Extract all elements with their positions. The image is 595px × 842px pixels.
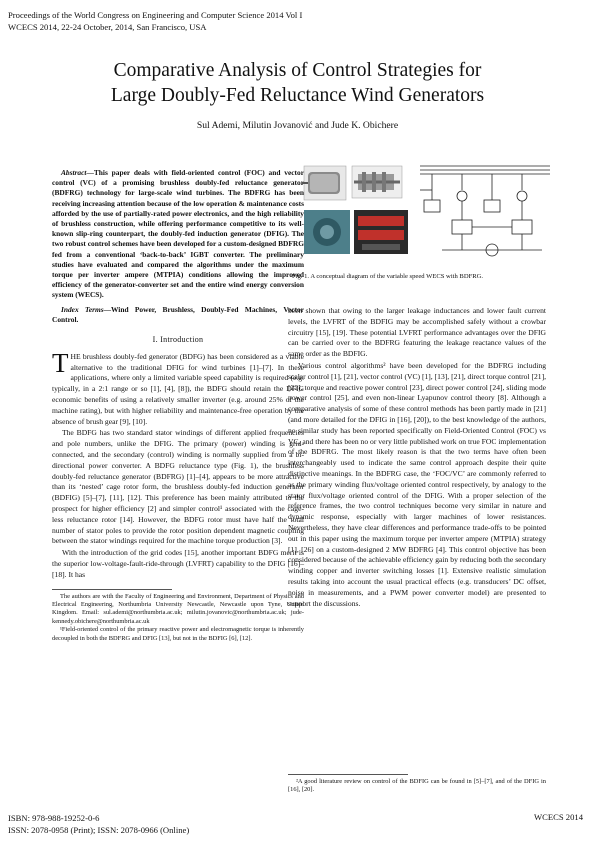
wecs-diagram [302, 160, 552, 265]
section-heading-introduction: I. Introduction [152, 335, 204, 345]
affiliation-footnote: The authors are with the Faculty of Engineering and Environment, Department of Physics and Electrical Engineering, Northumbria University Newcastle, Newcastle upon Tyne, United Kingdom. Email: sul.ademi@northumbria.ac.uk; milutin.jovanovic@northumbria.ac.uk; jude-kennedy.obichere@northumbria.ac.uk [52, 592, 304, 625]
footer-issn: ISSN: 2078-0958 (Print); ISSN: 2078-0966 (Online) [8, 825, 190, 835]
title-line-2: Large Doubly-Fed Reluctance Wind Generators [110, 85, 485, 106]
title-line-1: Comparative Analysis of Control Strategies for [113, 60, 482, 81]
abstract-text: —This paper deals with field-oriented control (FOC) and vector control (VC) of a promising brushless doubly-fed reluctance generator (BDFRG) technology for large-scale wind turbines. The BDFRG has been receiving increasing attention because of the low operation & maintenance costs afforded by the use of partially-rated power electronics, and the high reliability of brushless construction, while offering performance competitive to its well-known slip-ring counterpart, the doubly-fed induction generator (DFIG). The two robust control schemes have been developed for a custom-designed BDFRG fed from a conventional ‘back-to-back’ IGBT converter. The preliminary studies have evaluated and compared the algorithms under the maximum torque per inverter ampere (MTPIA) conditions allowing the improved efficiency of the generator-converter set and the entire wind energy conversion system (WECS). [52, 168, 304, 300]
intro-paragraph-1 [52, 347, 304, 428]
paper-title [0, 58, 595, 108]
right-column [288, 306, 546, 610]
right-footnotes [288, 766, 546, 795]
footer-isbn: ISBN: 978-988-19252-0-6 [8, 813, 100, 823]
header-line-1: Proceedings of the World Congress on Engineering and Computer Science 2014 Vol I [8, 10, 303, 20]
intro-paragraph-5: Various control algorithms² have been developed for the BDFRG including scalar control [1], [21], vector control (VC) [1], [13], [21], direct torque control [21], [22], torque and reactive power control [23], direct power control [24], sliding mode power control [25], and even non-linear Lyapunov control theory [8]. Although a comparative analysis of some of these control methods has been partly made in [21] (and more detailed for the DFIG in [16], [20]), to the best knowledge of the authors, no similar study has been reported specifically on Field-Oriented Control (FOC) vs VC, and there has been no or very little published work on true FOC implementation of the BDFRG. The most likely reason is that the two terms have often been interchangeably used to indicate the same control approach despite their quite distinctive meanings. In the BDFRG case, the ‘FOC/VC’ are commonly referred to as the primary winding flux/voltage oriented control respectively, by analogy to the stator flux/voltage oriented control of the DFIG. With a proper selection of the reference frames, the two control techniques become very similar in nature and dynamic response, especially with larger machines of lower resistances. Nevertheless, they have clear differences and performance trade-offs to be pointed out in this paper using the maximum torque per inverter ampere (MTPIA) strategy [1], [26] on a custom-designed 2 MW BDFRG [4]. This control objective has been considered because of the achievable efficiency gain by reducing both the secondary winding copper and inverter switching losses [1]. Extensive realistic simulation results taking into account the usual practical effects (e.g. transducers’ DC offset, noise in measurements, and a PWM power converter model) are presented to support the discussions. [288, 360, 546, 608]
abstract [52, 168, 304, 301]
intro-paragraph-4: been shown that owing to the larger leakage inductances and lower fault current levels, the LVFRT of the BDFIG may be accomplished safely without a crowbar circuitry [15], [19]. These potential LVFRT performance advantages over the DFIG can be carried over to the BDFRG featuring the leakage reactance values of the same order as the BDFIG. [288, 306, 546, 359]
proceedings-header [8, 9, 302, 33]
power-converter [354, 210, 408, 254]
author-list: Sul Ademi, Milutin Jovanović and Jude K. Obichere [196, 120, 399, 131]
left-column [52, 168, 304, 643]
bdfrg-machine [304, 210, 350, 254]
wecs-figure [302, 160, 552, 265]
index-terms-label: Index Terms [61, 304, 104, 314]
header-line-2: WCECS 2014, 22-24 October, 2014, San Francisco, USA [8, 22, 207, 32]
intro-paragraph-2: The BDFG has two standard stator windings of different applied frequencies and pole numbers, unlike the DFIG. The primary (power) winding is grid-connected, and the secondary (control) winding is normally supplied from a bi-directional power converter. A BDFG reluctance type (Fig. 1), the brushless doubly-fed reluctance generator (BDFRG) [1]–[4], appears to be more attractive than its ‘nested’ cage rotor form, the brushless doubly-fed induction generator (BDFIG) [5]–[7], [11], [12]. This preference has been mainly attributed to the prospect for higher efficiency [2] and simpler control¹ associated with the cage-less reluctance rotor [14]. However, the BDFG rotor must have half the total number of stator poles to provide the rotor position dependent magnetic coupling between the stator windings required for the machine torque production [3]. [52, 428, 304, 546]
index-terms-text: —Wind Power, Brushless, Doubly-Fed Machines, Vector Control. [52, 304, 305, 324]
intro-paragraph-1-text: HE brushless doubly-fed generator (BDFG) has been considered as a viable alternative to the traditional DFIG for wind turbines [1]–[7]. In these applications, where only a limited variable speed capability is required (e.g. typically, in a 2:1 range or so [1], [4], [8]), the BDFG should retain the DFIG economic benefits of using a relatively smaller inverter (e.g. around 25% of the machine rating), but with higher reliability and maintenance-free operation by the absence of brush gear [9], [10]. [52, 351, 304, 426]
footnote-2: ²A good literature review on control of the BDFIG can be found in [5]–[7], and of the DFIG in [16], [20]. [288, 778, 546, 794]
footer-conference: WCECS 2014 [534, 812, 583, 822]
abstract-label: Abstract [61, 168, 87, 177]
generator-photo [302, 166, 346, 200]
grid-schematic [420, 166, 550, 256]
intro-paragraph-3: With the introduction of the grid codes [15], another important BDFG merit is the superior low-voltage-fault-ride-through (LVFRT) capability to the DFIG [16]–[18]. It has [52, 548, 304, 579]
index-terms [52, 305, 304, 325]
footer-identifiers [8, 812, 189, 836]
rotor-photo [352, 166, 402, 198]
drop-cap: T [52, 347, 69, 378]
figure-caption: Fig. 1. A conceptual diagram of the variable speed WECS with BDFRG. [292, 273, 484, 280]
footnote-1: ¹Field-oriented control of the primary reactive power and electromagnetic torque is inherently decoupled in both the BDFRG and DFIG [13], but not in the BDFIG [6], [12]. [52, 626, 304, 642]
